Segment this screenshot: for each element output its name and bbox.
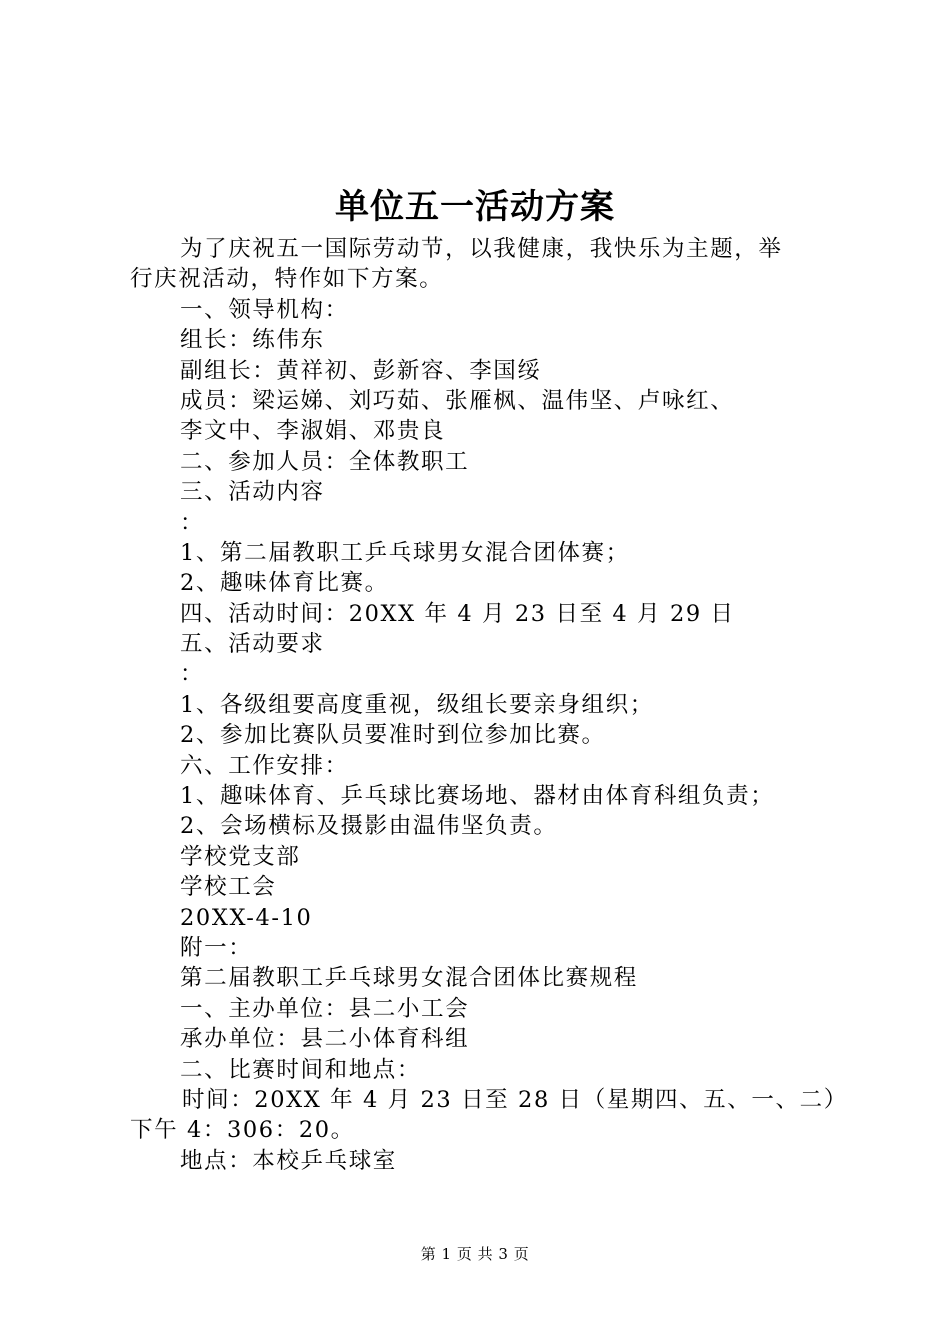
paragraph-line: 20XX-4-10 [180,904,313,931]
paragraph-line: 1、趣味体育、乒乓球比赛场地、器材由体育科组负责； [180,783,775,810]
paragraph-line: 一、主办单位：县二小工会 [180,995,470,1022]
paragraph-line: 五、活动要求 [180,631,325,658]
paragraph-line: 地点：本校乒乓球室 [180,1147,397,1174]
paragraph-line: 二、比赛时间和地点： [180,1056,422,1083]
paragraph-line: 二、参加人员：全体教职工 [180,448,470,475]
paragraph-line: 承办单位：县二小体育科组 [180,1026,470,1053]
paragraph-line: 附一： [180,934,253,961]
paragraph-line: 2、会场横标及摄影由温伟坚负责。 [180,813,558,840]
paragraph-line: 四、活动时间：20XX 年 4 月 23 日至 4 月 29 日 [180,600,735,627]
paragraph-line: 组长：练伟东 [180,327,325,354]
paragraph-line: 副组长：黄祥初、彭新容、李国绥 [180,357,542,384]
document-title: 单位五一活动方案 [335,187,615,227]
paragraph-line: 第二届教职工乒乓球男女混合团体比赛规程 [180,965,638,992]
paragraph-line: 1、第二届教职工乒乓球男女混合团体赛； [180,539,630,566]
paragraph-line: 为了庆祝五一国际劳动节，以我健康，我快乐为主题，举 [180,236,783,262]
paragraph-line: ： [180,661,205,688]
paragraph-line: ： [180,509,205,536]
paragraph-line: 1、各级组要高度重视，级组长要亲身组织； [180,691,654,718]
paragraph-line: 学校党支部 [180,843,301,870]
page-footer: 第 1 页 共 3 页 [420,1245,530,1263]
paragraph-line: 行庆祝活动，特作如下方案。 [130,266,444,293]
paragraph-line: 三、活动内容 [180,479,325,506]
paragraph-line: 学校工会 [180,874,277,901]
document-body [130,234,848,1176]
paragraph-line: 2、趣味体育比赛。 [180,570,389,597]
paragraph-line: 成员：梁运娣、刘巧茹、张雁枫、温伟坚、卢咏红、 [180,387,735,414]
paragraph-line: 2、参加比赛队员要准时到位参加比赛。 [180,722,606,749]
paragraph-line: 下午 4：306：20。 [130,1117,355,1144]
paragraph-line: 一、领导机构： [180,296,349,323]
paragraph-line: 李文中、李淑娟、邓贵良 [180,418,446,445]
paragraph-line: 时间：20XX 年 4 月 23 日至 28 日（星期四、五、一、二） [182,1086,848,1113]
paragraph-line: 六、工作安排： [180,752,349,779]
